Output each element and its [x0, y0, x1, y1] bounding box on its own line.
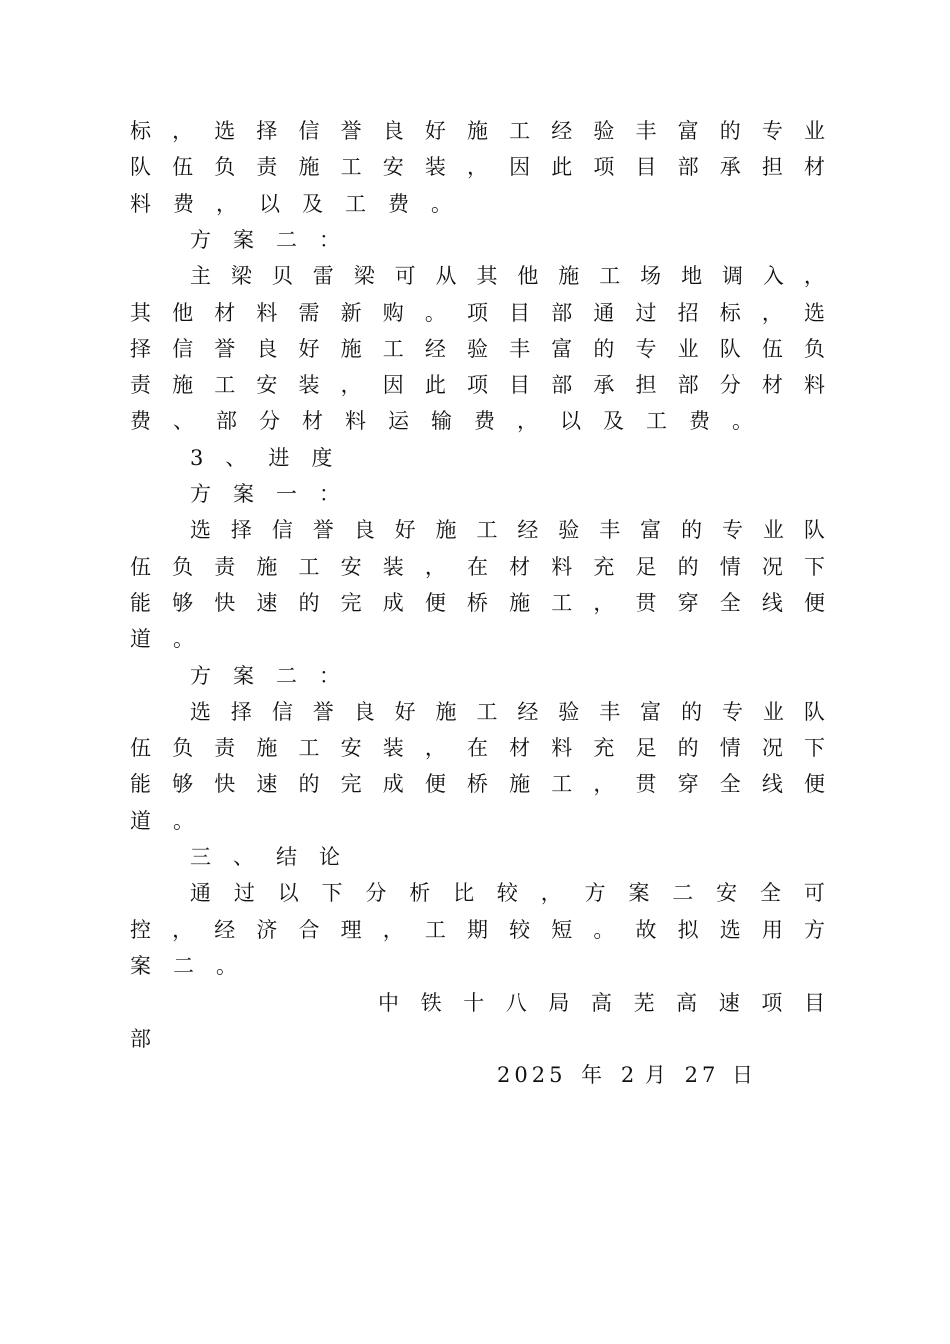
- body-line: 伍 负 责 施 工 安 装 ， 在 材 料 充 足 的 情 况 下: [130, 736, 825, 760]
- body-line: 方 案 二 ：: [190, 228, 340, 252]
- signature-org: 中 铁 十 八 局 高 芜 高 速 项 目: [378, 991, 825, 1015]
- body-line: 队 伍 负 责 施 工 安 装 ， 因 此 项 目 部 承 担 材: [130, 155, 825, 179]
- body-line: 费 、 部 分 材 料 运 输 费 ， 以 及 工 费 。: [130, 409, 753, 433]
- body-line: 能 够 快 速 的 完 成 便 桥 施 工 ， 贯 穿 全 线 便: [130, 591, 825, 615]
- document-date: [497, 1057, 753, 1093]
- date-month-char: 月: [644, 1063, 666, 1087]
- body-line: 方 案 一 ：: [190, 482, 340, 506]
- body-line: 方 案 二 ：: [190, 664, 340, 688]
- body-line: 其 他 材 料 需 新 购 。 项 目 部 通 过 招 标 ， 选: [130, 301, 825, 325]
- date-year: 2025: [497, 1063, 567, 1087]
- body-line: 选 择 信 誉 良 好 施 工 经 验 丰 富 的 专 业 队: [190, 518, 825, 542]
- body-line: 标 ， 选 择 信 誉 良 好 施 工 经 验 丰 富 的 专 业: [130, 119, 825, 143]
- body-line: 道 。: [130, 627, 194, 651]
- body-line: 伍 负 责 施 工 安 装 ， 在 材 料 充 足 的 情 况 下: [130, 555, 825, 579]
- body-line: 选 择 信 誉 良 好 施 工 经 验 丰 富 的 专 业 队: [190, 700, 825, 724]
- body-line: 主 梁 贝 雷 梁 可 从 其 他 施 工 场 地 调 入 ，: [190, 264, 825, 288]
- body-line: 料 费 ， 以 及 工 费 。: [130, 192, 452, 216]
- date-day-char: 日: [732, 1063, 753, 1087]
- signature-org-continued: [130, 1021, 825, 1057]
- body-line: 道 。: [130, 809, 194, 833]
- body-line: 三 、 结 论: [190, 845, 340, 869]
- body-line: 控 ， 经 济 合 理 ， 工 期 较 短 。 故 拟 选 用 方: [130, 918, 825, 942]
- body-line: 能 够 快 速 的 完 成 便 桥 施 工 ， 贯 穿 全 线 便: [130, 772, 825, 796]
- body-line: 3 、 进 度: [190, 446, 333, 470]
- body-line: 案 二 。: [130, 954, 237, 978]
- date-year-char: 年: [581, 1063, 603, 1087]
- date-day: 27: [684, 1063, 720, 1087]
- date-month: 2: [620, 1063, 635, 1087]
- signature-org-continued-text: 部: [130, 1027, 151, 1051]
- body-line: 责 施 工 安 装 ， 因 此 项 目 部 承 担 部 分 材 料: [130, 373, 825, 397]
- body-line: 择 信 誉 良 好 施 工 经 验 丰 富 的 专 业 队 伍 负: [130, 337, 825, 361]
- body-line: 通 过 以 下 分 析 比 较 ， 方 案 二 安 全 可: [190, 881, 825, 905]
